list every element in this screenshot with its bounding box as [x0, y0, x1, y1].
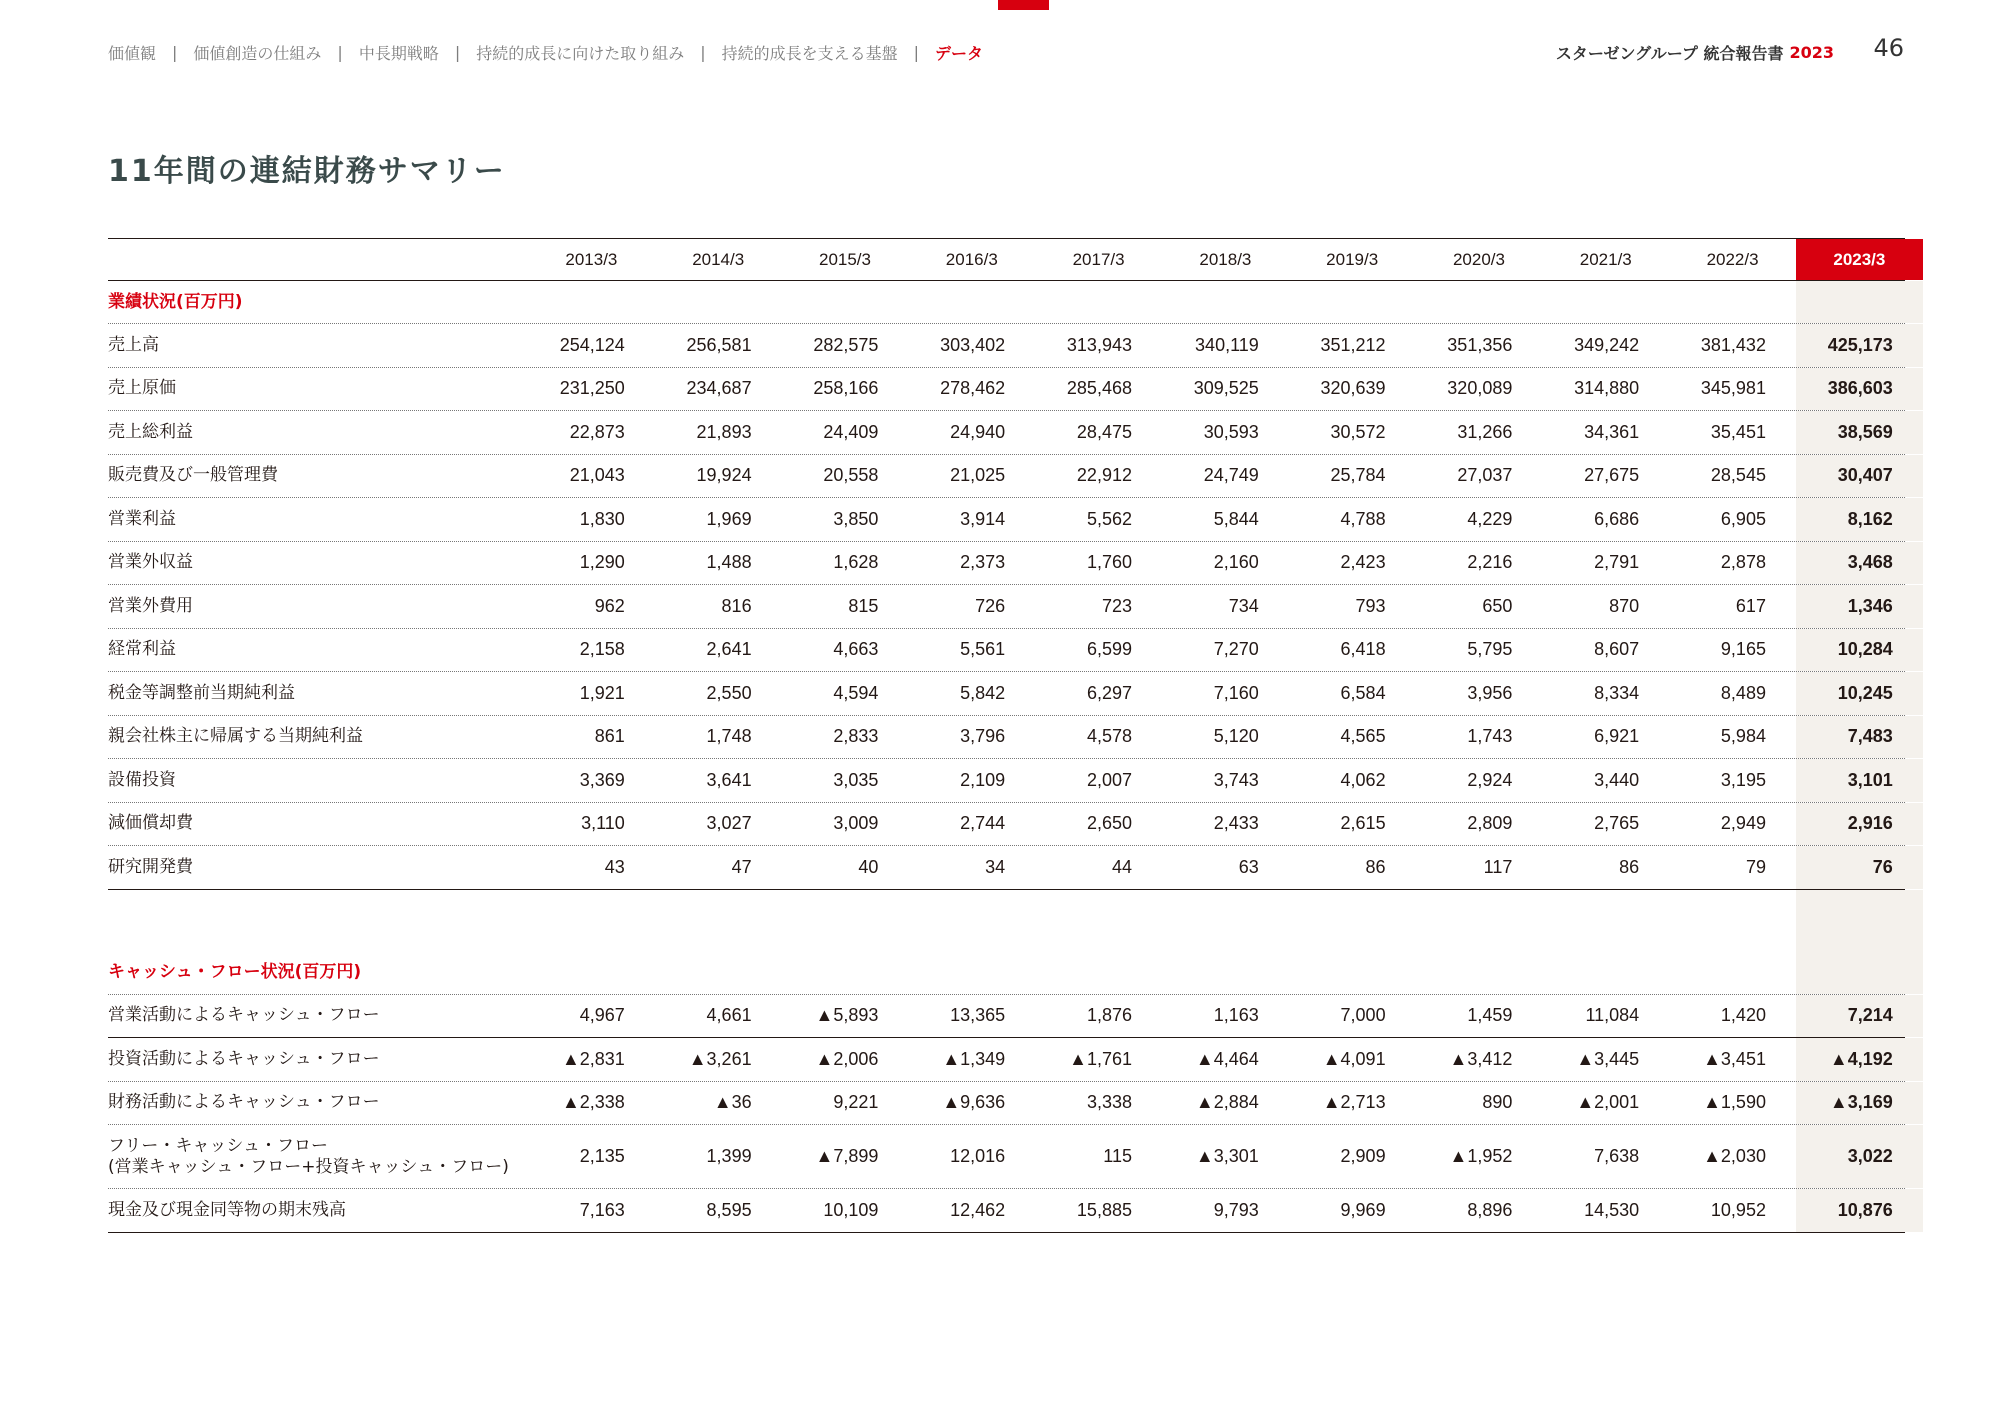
- table-cell: 28,545: [1710, 465, 1766, 486]
- nav-separator: |: [700, 42, 706, 62]
- table-cell: 6,418: [1340, 639, 1386, 660]
- table-cell: 15,885: [1076, 1199, 1132, 1220]
- table-row: [108, 324, 1905, 368]
- row-label: [108, 1092, 528, 1113]
- table-cell: 2,809: [1467, 813, 1513, 834]
- table-cell: 9,969: [1340, 1199, 1386, 1220]
- row-label: [108, 465, 528, 486]
- table-cell: 2,924: [1467, 769, 1513, 790]
- nav-separator: |: [172, 42, 178, 62]
- table-cell: ▲4,091: [1322, 1048, 1386, 1069]
- row-label: [108, 770, 528, 791]
- table-cell: ▲2,884: [1195, 1092, 1259, 1113]
- row-label-text: 売上原価: [108, 378, 176, 399]
- table-row: [108, 759, 1905, 803]
- row-label: [108, 683, 528, 704]
- table-cell: 1,760: [1086, 552, 1132, 573]
- row-label: [108, 726, 528, 747]
- table-cell: 816: [721, 595, 752, 616]
- row-label: [108, 1200, 528, 1221]
- table-cell: 309,525: [1193, 378, 1259, 399]
- table-row: [108, 1038, 1905, 1082]
- table-cell: 1,921: [579, 682, 625, 703]
- row-label-text: 親会社株主に帰属する当期純利益: [108, 726, 363, 747]
- table-cell: 27,675: [1584, 465, 1640, 486]
- table-cell: 43: [604, 856, 625, 877]
- table-cell: 28,475: [1076, 421, 1132, 442]
- table-cell: ▲2,001: [1576, 1092, 1640, 1113]
- table-cell: 351,356: [1447, 334, 1513, 355]
- row-label-text: フリー・キャッシュ・フロー: [108, 1135, 328, 1156]
- table-cell: 793: [1355, 595, 1386, 616]
- table-cell: 21,043: [569, 465, 625, 486]
- table-row: [108, 411, 1905, 455]
- table-cell: 6,905: [1720, 508, 1766, 529]
- table-cell: 2,423: [1340, 552, 1386, 573]
- table-cell: ▲1,952: [1449, 1146, 1513, 1166]
- table-cell: 5,120: [1213, 726, 1259, 747]
- row-label-text: 販売費及び一般管理費: [108, 465, 278, 486]
- row-label: [108, 639, 528, 660]
- section-title: キャッシュ・フロー状況(百万円): [108, 962, 362, 982]
- table-cell: 4,594: [833, 682, 879, 703]
- table-cell: 320,639: [1320, 378, 1386, 399]
- table-cell: 2,160: [1213, 552, 1259, 573]
- table-cell: 5,842: [960, 682, 1006, 703]
- table-row: [108, 368, 1905, 412]
- table-cell: 3,796: [960, 726, 1006, 747]
- report-name: スターゼングループ 統合報告書: [1555, 43, 1784, 63]
- nav-separator: |: [454, 42, 461, 62]
- table-cell: 2,949: [1720, 813, 1766, 834]
- table-cell: 3,110: [581, 813, 625, 834]
- table-cell: 3,195: [1720, 769, 1766, 790]
- table-cell: ▲3,169: [1796, 1082, 1923, 1125]
- table-cell: 3,009: [833, 813, 879, 834]
- table-cell: 25,784: [1330, 465, 1386, 486]
- table-cell: 21,893: [696, 421, 752, 442]
- table-row: [108, 585, 1905, 629]
- table-cell: 4,578: [1086, 726, 1132, 747]
- table-cell: 1,399: [706, 1146, 752, 1166]
- table-cell: 40: [858, 856, 879, 877]
- section-header-row: [108, 281, 1905, 324]
- table-cell: 285,468: [1066, 378, 1132, 399]
- row-label-subtext: (営業キャッシュ・フロー+投資キャッシュ・フロー): [108, 1156, 509, 1177]
- table-cell: 14,530: [1584, 1199, 1640, 1220]
- table-cell: 1,459: [1467, 1005, 1513, 1026]
- table-cell: 320,089: [1447, 378, 1513, 399]
- table-cell: 76: [1796, 846, 1923, 889]
- table-cell: 11,084: [1585, 1005, 1640, 1026]
- table-cell: 425,173: [1796, 324, 1923, 367]
- row-label-text: 投資活動によるキャッシュ・フロー: [108, 1048, 380, 1069]
- table-cell: ▲3,301: [1195, 1146, 1259, 1166]
- table-cell: 5,561: [960, 639, 1006, 660]
- table-cell: 3,101: [1796, 759, 1923, 802]
- year-header-cell: 2020/3: [1452, 249, 1505, 269]
- table-cell: ▲2,713: [1322, 1092, 1386, 1113]
- table-cell: 254,124: [559, 334, 625, 355]
- table-cell: 4,788: [1340, 508, 1386, 529]
- table-cell: 20,558: [823, 465, 879, 486]
- table-cell: 617: [1735, 595, 1766, 616]
- table-cell: 8,162: [1796, 498, 1923, 541]
- table-row: [108, 542, 1905, 586]
- table-cell: 47: [731, 856, 752, 877]
- year-header-cell: 2022/3: [1706, 249, 1759, 269]
- table-cell: 4,229: [1467, 508, 1513, 529]
- table-cell: 345,981: [1700, 378, 1766, 399]
- table-cell: 349,242: [1574, 334, 1640, 355]
- table-cell: 3,440: [1594, 769, 1640, 790]
- table-cell: 6,599: [1086, 639, 1132, 660]
- table-cell: 231,250: [559, 378, 625, 399]
- table-cell: ▲1,761: [1069, 1048, 1132, 1069]
- table-cell: 726: [975, 595, 1006, 616]
- table-cell: 7,163: [579, 1199, 625, 1220]
- table-cell: 8,489: [1720, 682, 1766, 703]
- table-header-row: [108, 238, 1905, 281]
- table-cell: 7,638: [1594, 1146, 1640, 1166]
- year-header-cell: 2014/3: [692, 249, 745, 269]
- row-label-text: 営業活動によるキャッシュ・フロー: [108, 1005, 380, 1026]
- year-header-cell: 2023/3: [1796, 239, 1923, 280]
- table-cell: 115: [1103, 1146, 1132, 1166]
- table-cell: 1,488: [706, 552, 752, 573]
- table-cell: 4,967: [579, 1005, 625, 1026]
- table-cell: ▲1,349: [942, 1048, 1006, 1069]
- table-cell: 8,334: [1594, 682, 1640, 703]
- table-cell: 86: [1365, 856, 1386, 877]
- row-label: [108, 857, 528, 878]
- table-cell: 7,214: [1796, 995, 1923, 1038]
- table-cell: 3,027: [706, 813, 752, 834]
- year-header-cell: 2013/3: [565, 249, 618, 269]
- table-cell: 24,940: [950, 421, 1006, 442]
- table-cell: 30,593: [1203, 421, 1259, 442]
- table-cell: 303,402: [940, 334, 1006, 355]
- table-cell: 30,407: [1796, 455, 1923, 498]
- table-row: [108, 1189, 1905, 1233]
- table-cell: 861: [594, 726, 625, 747]
- table-cell: 10,952: [1710, 1199, 1766, 1220]
- table-cell: 1,748: [706, 726, 752, 747]
- table-cell: 3,022: [1796, 1125, 1923, 1188]
- table-row: [108, 1082, 1905, 1126]
- nav-link-data[interactable]: データ: [935, 43, 984, 63]
- table-cell: ▲2,831: [561, 1048, 625, 1069]
- table-cell: 12,462: [950, 1199, 1006, 1220]
- table-cell: ▲5,893: [815, 1005, 879, 1026]
- table-cell: ▲3,261: [688, 1048, 752, 1069]
- table-cell: 21,025: [950, 465, 1006, 486]
- table-cell: 1,969: [706, 508, 752, 529]
- table-cell: 5,795: [1467, 639, 1513, 660]
- table-cell: 2,135: [579, 1146, 625, 1166]
- table-cell: 8,595: [706, 1199, 752, 1220]
- table-cell: 3,035: [833, 769, 879, 790]
- nav-link-sustainable-growth[interactable]: 持続的成長に向けた取り組み: [476, 43, 685, 63]
- row-label: [108, 1049, 528, 1070]
- table-cell: 313,943: [1066, 334, 1132, 355]
- table-cell: 1,743: [1467, 726, 1513, 747]
- table-cell: 2,909: [1340, 1146, 1386, 1166]
- table-cell: 734: [1228, 595, 1259, 616]
- active-section-marker: [998, 0, 1049, 10]
- table-cell: ▲9,636: [942, 1092, 1006, 1113]
- table-cell: 10,245: [1796, 672, 1923, 715]
- nav-link-value-creation[interactable]: 価値創造の仕組み: [193, 43, 322, 63]
- year-header-cell: 2018/3: [1199, 249, 1252, 269]
- table-row: [108, 995, 1905, 1039]
- year-header-cell: 2016/3: [945, 249, 998, 269]
- row-label: [108, 1136, 528, 1178]
- table-cell: 22,912: [1076, 465, 1132, 486]
- row-label: [108, 509, 528, 530]
- table-cell: 256,581: [686, 334, 752, 355]
- table-cell: 1,290: [579, 552, 625, 573]
- report-brand: [1556, 40, 1834, 64]
- financial-summary-table: [108, 238, 1905, 1233]
- table-cell: 7,000: [1340, 1005, 1386, 1026]
- table-cell: 2,373: [960, 552, 1006, 573]
- table-cell: 6,921: [1594, 726, 1640, 747]
- table-cell: 19,924: [696, 465, 752, 486]
- table-cell: 2,550: [706, 682, 752, 703]
- top-navigation: [108, 40, 983, 64]
- table-cell: 890: [1482, 1092, 1513, 1113]
- table-cell: ▲3,412: [1449, 1048, 1513, 1069]
- row-label-text: 経常利益: [108, 639, 176, 660]
- table-cell: 9,165: [1720, 639, 1766, 660]
- table-cell: 22,873: [569, 421, 625, 442]
- table-cell: 5,984: [1720, 726, 1766, 747]
- table-cell: 34,361: [1584, 421, 1640, 442]
- table-cell: 3,850: [833, 508, 879, 529]
- table-cell: 870: [1609, 595, 1640, 616]
- row-label: [108, 422, 528, 443]
- table-row: [108, 672, 1905, 716]
- table-cell: 24,409: [823, 421, 879, 442]
- table-cell: 2,109: [960, 769, 1006, 790]
- row-label-text: 設備投資: [108, 769, 176, 790]
- table-cell: 2,744: [960, 813, 1006, 834]
- table-cell: 381,432: [1700, 334, 1766, 355]
- section-spacer: [108, 890, 1905, 952]
- year-header-cell: 2021/3: [1579, 249, 1632, 269]
- row-label-text: 現金及び現金同等物の期末残高: [108, 1199, 346, 1220]
- table-cell: ▲3,445: [1576, 1048, 1640, 1069]
- report-year: 2023: [1789, 42, 1834, 62]
- table-row: [108, 716, 1905, 760]
- table-cell: 278,462: [940, 378, 1006, 399]
- table-cell: 2,158: [579, 639, 625, 660]
- nav-link-strategy[interactable]: 中長期戦略: [358, 43, 439, 63]
- table-row: [108, 629, 1905, 673]
- table-row: [108, 455, 1905, 499]
- table-cell: 314,880: [1574, 378, 1640, 399]
- table-cell: 2,007: [1086, 769, 1132, 790]
- table-cell: 13,365: [950, 1005, 1006, 1026]
- table-cell: 5,562: [1086, 508, 1132, 529]
- table-cell: 3,743: [1213, 769, 1259, 790]
- table-cell: 3,914: [960, 508, 1006, 529]
- table-cell: 44: [1111, 856, 1132, 877]
- table-cell: 282,575: [813, 334, 879, 355]
- table-cell: 2,765: [1594, 813, 1640, 834]
- table-cell: ▲3,451: [1703, 1048, 1766, 1069]
- table-cell: 2,650: [1086, 813, 1132, 834]
- table-cell: 386,603: [1796, 368, 1923, 411]
- table-cell: ▲2,006: [815, 1048, 879, 1069]
- row-label-text: 売上総利益: [108, 421, 193, 442]
- table-cell: ▲36: [713, 1092, 752, 1113]
- table-cell: 3,338: [1086, 1092, 1132, 1113]
- table-cell: 10,876: [1796, 1189, 1923, 1232]
- table-cell: 12,016: [950, 1146, 1006, 1166]
- table-cell: 10,284: [1796, 629, 1923, 672]
- table-cell: 1,346: [1796, 585, 1923, 628]
- table-cell: 815: [848, 595, 879, 616]
- table-cell: 4,663: [833, 639, 879, 660]
- table-cell: 258,166: [813, 378, 879, 399]
- table-cell: 4,062: [1340, 769, 1386, 790]
- table-cell: 3,369: [579, 769, 625, 790]
- table-cell: ▲4,464: [1195, 1048, 1259, 1069]
- table-cell: 8,607: [1594, 639, 1640, 660]
- table-cell: 7,270: [1213, 639, 1259, 660]
- table-cell: 4,565: [1340, 726, 1386, 747]
- table-cell: 7,160: [1213, 682, 1259, 703]
- table-cell: 3,956: [1467, 682, 1513, 703]
- row-label-text: 研究開発費: [108, 856, 193, 877]
- row-label: [108, 335, 528, 356]
- section-header-row: [108, 952, 1905, 995]
- row-label-text: 売上高: [108, 334, 159, 355]
- table-cell: 10,109: [823, 1199, 879, 1220]
- year-header-cell: 2015/3: [818, 249, 871, 269]
- table-cell: 2,216: [1467, 552, 1513, 573]
- table-cell: 1,628: [833, 552, 879, 573]
- table-cell: 6,686: [1594, 508, 1640, 529]
- table-cell: 234,687: [686, 378, 752, 399]
- table-cell: 7,483: [1796, 716, 1923, 759]
- table-cell: 650: [1482, 595, 1513, 616]
- table-cell: 35,451: [1710, 421, 1766, 442]
- table-cell: 723: [1101, 595, 1132, 616]
- row-label: [108, 378, 528, 399]
- table-cell: 2,833: [833, 726, 879, 747]
- nav-separator: |: [337, 42, 343, 62]
- table-cell: 79: [1745, 856, 1766, 877]
- table-cell: 2,641: [706, 639, 752, 660]
- row-label: [108, 813, 528, 834]
- nav-separator: |: [913, 42, 920, 62]
- table-cell: 1,830: [579, 508, 625, 529]
- row-label: [108, 552, 528, 573]
- table-row: [108, 498, 1905, 542]
- table-cell: ▲7,899: [815, 1146, 879, 1166]
- table-cell: 117: [1483, 856, 1513, 877]
- table-cell: 3,468: [1796, 542, 1923, 585]
- row-label-text: 減価償却費: [108, 813, 193, 834]
- table-cell: 2,433: [1213, 813, 1259, 834]
- table-cell: 86: [1619, 856, 1640, 877]
- table-cell: 2,878: [1720, 552, 1766, 573]
- nav-link-values[interactable]: 価値観: [108, 43, 157, 63]
- row-label-text: 財務活動によるキャッシュ・フロー: [108, 1092, 380, 1113]
- table-row: [108, 1125, 1905, 1189]
- table-cell: 6,297: [1086, 682, 1132, 703]
- table-cell: 3,641: [706, 769, 752, 790]
- table-cell: ▲2,338: [561, 1092, 625, 1113]
- row-label-text: 税金等調整前当期純利益: [108, 682, 295, 703]
- row-label-text: 営業外費用: [108, 595, 193, 616]
- table-cell: ▲4,192: [1796, 1038, 1923, 1081]
- row-label: [108, 1005, 528, 1026]
- table-cell: 1,876: [1086, 1005, 1132, 1026]
- table-cell: 2,916: [1796, 803, 1923, 846]
- table-cell: 962: [594, 595, 625, 616]
- table-cell: 63: [1238, 856, 1259, 877]
- table-cell: 5,844: [1213, 508, 1259, 529]
- year-header-cell: 2017/3: [1072, 249, 1125, 269]
- table-cell: 340,119: [1195, 334, 1259, 355]
- row-label-text: 営業外収益: [108, 552, 193, 573]
- page-number: 46: [1873, 34, 1904, 62]
- table-cell: 351,212: [1320, 334, 1386, 355]
- year-header-cell: 2019/3: [1326, 249, 1379, 269]
- nav-link-foundation[interactable]: 持続的成長を支える基盤: [721, 43, 898, 63]
- table-cell: 6,584: [1340, 682, 1386, 703]
- page-title: 11年間の連結財務サマリー: [108, 154, 506, 189]
- table-cell: 30,572: [1330, 421, 1386, 442]
- table-cell: 31,266: [1457, 421, 1513, 442]
- table-cell: 1,163: [1213, 1005, 1259, 1026]
- table-cell: 38,569: [1796, 411, 1923, 454]
- table-cell: 34: [985, 856, 1006, 877]
- table-cell: 27,037: [1457, 465, 1513, 486]
- table-cell: 1,420: [1720, 1005, 1766, 1026]
- table-cell: 9,793: [1213, 1199, 1259, 1220]
- table-cell: 4,661: [706, 1005, 752, 1026]
- row-label-text: 営業利益: [108, 508, 176, 529]
- table-cell: 2,791: [1594, 552, 1640, 573]
- table-cell: 2,615: [1340, 813, 1386, 834]
- section-title: 業績状況(百万円): [108, 291, 243, 312]
- table-cell: ▲1,590: [1703, 1092, 1766, 1113]
- table-cell: 8,896: [1467, 1199, 1513, 1220]
- table-cell: ▲2,030: [1703, 1146, 1766, 1166]
- table-row: [108, 803, 1905, 847]
- table-cell: 9,221: [833, 1092, 879, 1113]
- table-cell: 24,749: [1203, 465, 1259, 486]
- table-row: [108, 846, 1905, 890]
- row-label: [108, 596, 528, 617]
